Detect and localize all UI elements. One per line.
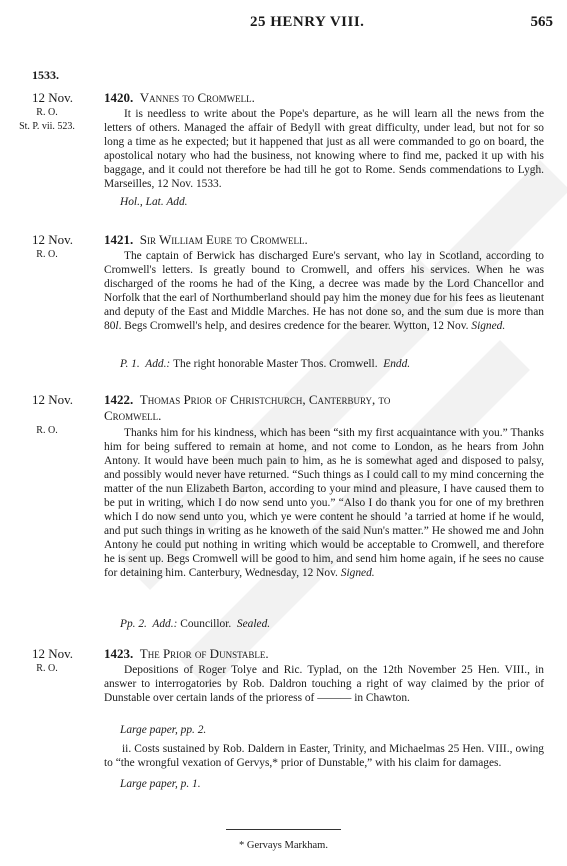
source-reference: R. O. — [36, 249, 58, 260]
entry-heading — [104, 646, 269, 662]
entry-text: Thanks him for his kindness, which has been “sith my first acquaintance with you.” Thanks him for being suffered to remain at home, and not come to London, as he hears from John Antony. It would have been much pain to him, as he is somewhat aged and disposed to palsy, and possibly would never have returned. “Such things as I could call to my mind concerning the matter of the nun Elizabeth Barton, according to your mind and pleasure, I have caused them to be put in writing, which I do now send unto you.” “Also I do thank you for one of my brethren which I do now send unto you, which ye were content he should ’a tarried at home if he would, and put such things in writing as he knoweth of the said Nun's matter.” He showed me and John Antony he could put nothing in writing which would be acceptable to Cromwell, and therefore he is sent up. Begs Cromwell will be good to him, and send him home again, if he sees no cause for detaining him. Canterbury, Wednesday, 12 Nov. Signed. — [104, 427, 544, 579]
year-marker: 1533. — [32, 68, 59, 82]
entry-title: Sir William Eure to Cromwell. — [139, 232, 308, 247]
source-reference: R. O. — [36, 663, 58, 674]
entry-number: 1420. — [104, 90, 134, 105]
footnote-rule — [226, 829, 341, 830]
entry-text: The captain of Berwick has discharged Eure's servant, who lay in Scotland, according to Cromwell's letters. Is greatly bound to Cromwell, and offers his services. When he was discharged of the rooms he had of the King, a decree was made by the Lord Chancellor and Norfolk that the earl of Northumberland should pay him the money due for his fees as lieutenant and deputy of the East and Middle Marches. He has not done so, and the sum due is more than 80l. Begs Cromwell's help, and desires credence for the bearer. Wytton, 12 Nov. Signed. — [104, 250, 544, 332]
entry-number: 1422. — [104, 392, 134, 407]
entry-heading — [104, 232, 308, 248]
library-watermark — [120, 140, 567, 700]
entry-title: The Prior of Dunstable. — [139, 646, 269, 661]
entry-meta: Large paper, pp. 2. — [120, 724, 207, 736]
entry-meta: Hol., Lat. Add. — [120, 196, 188, 208]
entry-text: Depositions of Roger Tolye and Ric. Typlad, on the 12th November 25 Hen. VIII., in answer to interrogatories by Rob. Daldron touching a right of way claimed by the prior of Dunstable over certain lands of the prioress of ——— in Chawton. — [104, 664, 544, 704]
entry-date: 12 Nov. — [32, 232, 74, 247]
entry-heading — [104, 90, 255, 106]
entry-meta: Pp. 2. Add.: Councillor. Sealed. — [120, 618, 271, 630]
source-reference: R. O. St. P. vii. 523. — [19, 107, 75, 132]
entry-meta-ii: Large paper, p. 1. — [120, 778, 201, 790]
entry-number: 1421. — [104, 232, 134, 247]
page-number: 565 — [530, 14, 553, 30]
entry-title-continued: Cromwell. — [104, 408, 162, 423]
entry-title: Thomas Prior of Christchurch, Canterbury, to — [139, 392, 391, 407]
entry-text: It is needless to write about the Pope's departure, as he will learn all the news from the letters of others. Managed the affair of Bedyll with great difficulty, under lead, but not for so long a time as he expected; but it happened that just as all were commanded to go on board, the apostolical notary who had the business, not knowing where to find me, packed it up with his baggage, and it could not therefore be had till he got to Rome. Sends commendations to Lygh. Marseilles, 12 Nov. 1533. — [104, 108, 544, 190]
entry-text-ii: ii. Costs sustained by Rob. Daldern in Easter, Trinity, and Michaelmas 25 Hen. VIII., owing to “the wrongful vexation of Gervys,* prior of Dunstable,” with his claim for damages. — [104, 743, 544, 769]
entry-title: Vannes to Cromwell. — [139, 90, 255, 105]
entry-date: 12 Nov. — [32, 646, 74, 661]
source-reference: R. O. — [36, 425, 58, 436]
running-head: 25 HENRY VIII. — [250, 14, 365, 30]
entry-date: 12 Nov. — [32, 392, 74, 407]
page-header — [0, 0, 567, 40]
entry-heading — [104, 392, 390, 408]
entry-date: 12 Nov. — [32, 90, 74, 105]
entry-number: 1423. — [104, 646, 134, 661]
entry-meta: P. 1. Add.: The right honorable Master Thos. Cromwell. Endd. — [120, 358, 411, 370]
footnote: * Gervays Markham. — [239, 840, 328, 851]
